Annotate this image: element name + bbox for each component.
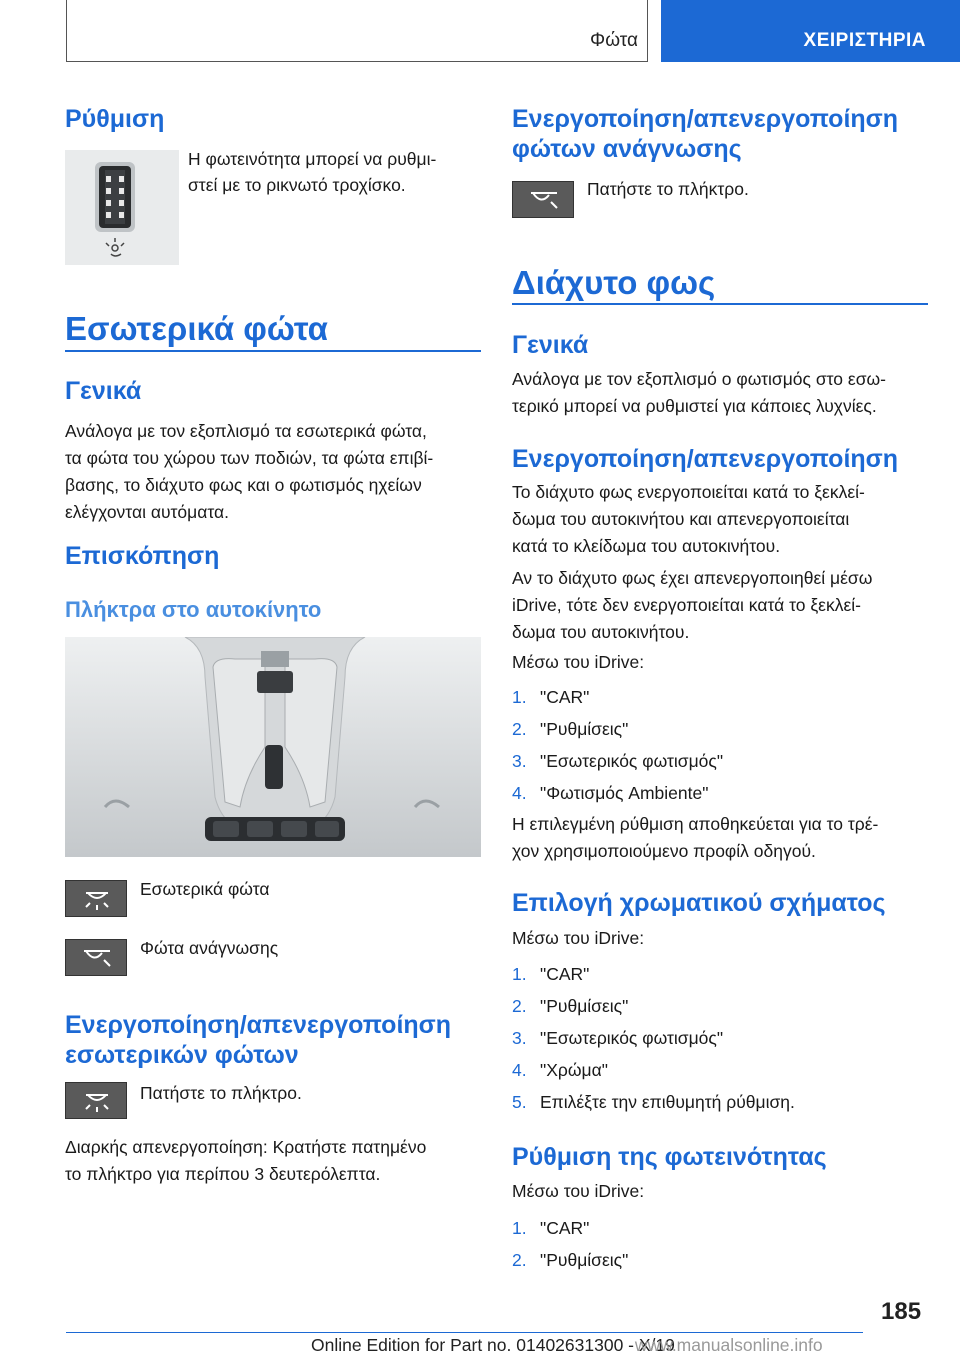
brightness-heading: Ρύθμιση της φωτεινότητας: [512, 1143, 827, 1171]
overhead-console-image: [65, 637, 481, 857]
interior-light-icon: [65, 880, 127, 917]
buttons-heading: Πλήκτρα στο αυτοκίνητο: [65, 597, 322, 622]
reading-onoff-heading-2: φώτων ανάγνωσης: [512, 135, 742, 163]
ambient-idrive-off-line: iDrive, τότε δεν ενεργοποιείται κατά το ξεκλεί-: [512, 595, 862, 615]
interior-general-line: Ανάλογα με τον εξοπλισμό τα εσωτερικά φώτα,: [65, 421, 427, 441]
page-number: 185: [881, 1298, 922, 1325]
list-item: 5. Επιλέξτε την επιθυμητή ρύθμιση.: [512, 1092, 795, 1112]
steps-list-brightness: [512, 1215, 929, 1279]
title-rule: [512, 303, 928, 305]
interior-off-line: Διαρκής απενεργοποίηση: Κρατήστε πατημένο: [65, 1137, 427, 1157]
reading-light-icon: [65, 939, 127, 976]
interior-general-line: τα φώτα του χώρου των ποδιών, τα φώτα επιβί-: [65, 448, 434, 468]
saved-line: Η επιλεγμένη ρύθμιση αποθηκεύεται για το τρέ-: [512, 814, 879, 834]
ambient-idrive-off-line: Αν το διάχυτο φως έχει απενεργοποιηθεί μέσω: [512, 568, 873, 588]
ambient-general-line: τερικό μπορεί να ρυθμιστεί για κάποιες λυχνίες.: [512, 396, 877, 416]
via-idrive-text: Μέσω του iDrive:: [512, 928, 645, 948]
ambient-onoff-heading: Ενεργοποίηση/απενεργοποίηση: [512, 445, 899, 473]
header-section-title: Φώτα: [590, 30, 638, 51]
list-item: 3. "Εσωτερικός φωτισμός": [512, 1028, 724, 1048]
interior-off-line: το πλήκτρο για περίπου 3 δευτερόλεπτα.: [65, 1164, 381, 1184]
adjust-heading: Ρύθμιση: [65, 105, 165, 133]
reading-press-text: Πατήστε το πλήκτρο.: [587, 179, 749, 199]
steps-list-color: [512, 961, 929, 1121]
ambient-onoff-line: κατά το κλείδωμα του αυτοκινήτου.: [512, 536, 781, 556]
list-item: 2. "Ρυθμίσεις": [512, 996, 629, 1016]
adjust-text-1: Η φωτεινότητα μπορεί να ρυθμι-: [188, 149, 437, 169]
ambient-light-title: Διάχυτο φως: [512, 264, 716, 301]
saved-line: χον χρησιμοποιούμενο προφίλ οδηγού.: [512, 841, 816, 861]
legend-interior-label: Εσωτερικά φώτα: [140, 879, 270, 899]
overview-heading: Επισκόπηση: [65, 542, 220, 570]
header-chapter-tab[interactable]: ΧΕΙΡΙΣΤΗΡΙΑ: [661, 0, 960, 62]
reading-light-button-icon: [512, 181, 574, 218]
footer-edition: [311, 1335, 823, 1356]
edition-text: Online Edition for Part no. 01402631300 - X/19: [311, 1335, 675, 1355]
interior-light-button-icon: [65, 1082, 127, 1119]
steps-list-ambient: [512, 684, 929, 812]
list-item: 4. "Φωτισμός Ambiente": [512, 783, 709, 803]
via-idrive-text: Μέσω του iDrive:: [512, 652, 645, 672]
interior-general-heading: Γενικά: [65, 377, 142, 405]
ambient-general-line: Ανάλογα με τον εξοπλισμό ο φωτισμός στο εσω-: [512, 369, 886, 389]
header-frame: [66, 0, 648, 62]
list-item: 2. "Ρυθμίσεις": [512, 719, 629, 739]
thumbwheel-image: [65, 150, 179, 265]
ambient-onoff-line: Το διάχυτο φως ενεργοποιείται κατά το ξεκλεί-: [512, 482, 865, 502]
via-idrive-text: Μέσω του iDrive:: [512, 1181, 645, 1201]
ambient-general-heading: Γενικά: [512, 331, 589, 359]
interior-lights-title: Εσωτερικά φώτα: [65, 310, 328, 347]
footer-rule: [66, 1332, 863, 1333]
list-item: 1. "CAR": [512, 964, 590, 984]
adjust-text-2: στεί με το ρικνωτό τροχίσκο.: [188, 175, 406, 195]
list-item: 1. "CAR": [512, 1218, 590, 1238]
ambient-onoff-line: δωμα του αυτοκινήτου και απενεργοποιείται: [512, 509, 850, 529]
list-item: 4. "Χρώμα": [512, 1060, 608, 1080]
interior-onoff-heading-2: εσωτερικών φώτων: [65, 1041, 299, 1069]
ambient-idrive-off-line: δωμα του αυτοκινήτου.: [512, 622, 690, 642]
list-item: 2. "Ρυθμίσεις": [512, 1250, 629, 1270]
interior-general-line: ελέγχονται αυτόματα.: [65, 502, 230, 522]
interior-general-line: βασης, το διάχυτο φως και ο φωτισμός ηχείων: [65, 475, 422, 495]
interior-onoff-heading-1: Ενεργοποίηση/απενεργοποίηση: [65, 1011, 452, 1039]
interior-press-text: Πατήστε το πλήκτρο.: [140, 1083, 302, 1103]
reading-onoff-heading-1: Ενεργοποίηση/απενεργοποίηση: [512, 105, 899, 133]
color-scheme-heading: Επιλογή χρωματικού σχήματος: [512, 889, 886, 917]
list-item: 3. "Εσωτερικός φωτισμός": [512, 751, 724, 771]
watermark-text: www.manualsonline.info: [634, 1335, 823, 1355]
legend-reading-label: Φώτα ανάγνωσης: [140, 938, 279, 958]
title-rule: [65, 350, 481, 352]
list-item: 1. "CAR": [512, 687, 590, 707]
